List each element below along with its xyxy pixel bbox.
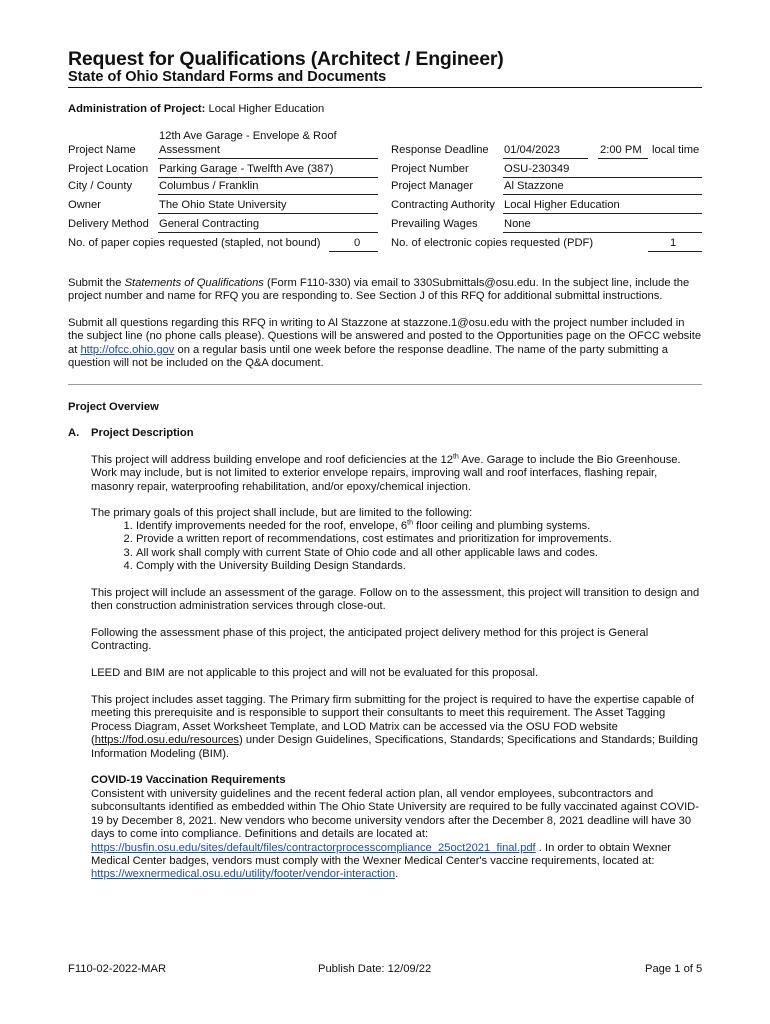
questions-paragraph — [68, 317, 702, 371]
project-manager-value: Al Stazzone — [504, 180, 564, 192]
section-divider — [68, 384, 702, 385]
goal-item: 3. All work shall comply with current State of Ohio code and all other applicable laws and codes. — [136, 547, 716, 560]
electronic-copies-label: No. of electronic copies requested (PDF) — [391, 237, 594, 249]
submission-text-b: (Form F110-330) via email to 330Submittals@osu.edu. In the subject line, include the project number and name for RFQ you are responding to. See Section J of this RFQ for additional submittal instructions. — [68, 277, 690, 303]
project-manager-label: Project Manager — [391, 180, 474, 192]
project-manager-underline — [503, 194, 702, 195]
project-number-label: Project Number — [391, 163, 469, 175]
project-location-label: Project Location — [68, 163, 149, 175]
wexner-vendor-link[interactable]: https://wexnermedical.osu.edu/utility/footer/vendor-interaction — [91, 868, 396, 881]
covid-paragraph — [91, 788, 702, 882]
prevailing-wages-value: None — [504, 218, 531, 230]
goal-1-text-a: Identify improvements needed for the roof, envelope, 6 — [136, 520, 408, 532]
goal-1-text-b: floor ceiling and plumbing systems. — [413, 520, 591, 532]
goal-1-superscript: th — [407, 519, 413, 527]
goal-item — [136, 520, 716, 533]
city-county-label: City / County — [68, 180, 133, 192]
project-name-label: Project Name — [68, 144, 136, 156]
project-description-paragraph — [91, 454, 702, 494]
assessment-paragraph: This project will include an assessment of the garage. Follow on to the assessment, this project will transition to design and then construction administration services through close-out. — [91, 587, 700, 613]
goals-list — [114, 520, 716, 574]
submission-text-a: Submit the — [68, 277, 125, 289]
project-name-value-line1: 12th Ave Garage - Envelope & Roof — [159, 130, 337, 142]
local-time-label: local time — [652, 144, 700, 156]
project-location-value: Parking Garage - Twelfth Ave (387) — [159, 163, 334, 175]
delivery-method-underline — [158, 232, 378, 233]
covid-text-c: . — [395, 868, 399, 881]
response-deadline-date: 01/04/2023 — [504, 144, 560, 156]
description-text-b: Ave. Garage to include the Bio Greenhouse. Work may include, but is not limited to exterior envelope repairs, improving wall and roof interfaces, flashing repair, masonry repair, waterproofing rehabilitation, and/or epoxy/chemical injection. — [91, 454, 681, 493]
description-superscript: th — [452, 453, 459, 461]
project-location-underline — [158, 177, 378, 178]
paper-copies-underline — [329, 251, 378, 252]
owner-value: The Ohio State University — [159, 199, 287, 211]
footer-publish-date: Publish Date: 12/09/22 — [318, 963, 432, 975]
footer-form-code: F110-02-2022-MAR — [68, 963, 167, 975]
covid-heading: COVID-19 Vaccination Requirements — [91, 774, 286, 786]
city-county-underline — [158, 194, 378, 195]
administration-label: Administration of Project: — [68, 103, 206, 115]
goal-item: 2. Provide a written report of recommendations, cost estimates and prioritization for improvements. — [136, 533, 716, 546]
response-deadline-time-underline — [598, 158, 648, 159]
description-text-a: This project will address building envelope and roof deficiencies at the 12 — [91, 454, 453, 466]
prevailing-wages-underline — [503, 232, 702, 233]
paper-copies-label: No. of paper copies requested (stapled, not bound) — [68, 237, 321, 249]
delivery-method-value: General Contracting — [159, 218, 260, 230]
delivery-paragraph: Following the assessment phase of this project, the anticipated project delivery method for this project is General Contracting. — [91, 627, 649, 653]
contracting-authority-value: Local Higher Education — [504, 199, 620, 211]
page-title: Request for Qualifications (Architect / Engineer) — [68, 48, 504, 70]
goals-intro: The primary goals of this project shall include, but are limited to the following: — [91, 507, 473, 519]
title-divider — [68, 87, 702, 88]
owner-label: Owner — [68, 199, 101, 211]
prevailing-wages-label: Prevailing Wages — [391, 218, 478, 230]
project-number-underline — [503, 177, 702, 178]
statements-of-qualifications-text: Statements of Qualifications — [124, 277, 264, 289]
leed-bim-paragraph: LEED and BIM are not applicable to this project and will not be evaluated for this proposal. — [91, 667, 539, 679]
covid-text-a: Consistent with university guidelines and the recent federal action plan, all vendor employees, subcontractors and subconsultants identified as embedded within The Ohio State University are required to be fully vaccinated against COVID-19 by December 8, 2021. New vendors who become university vendors after the December 8, 2021 deadline will have 30 days to come into compliance. Definitions and details are located at: — [91, 788, 699, 841]
project-overview-heading: Project Overview — [68, 401, 159, 413]
administration-line — [68, 103, 324, 115]
project-name-value-line2: Assessment — [159, 144, 220, 156]
administration-value: Local Higher Education — [208, 103, 325, 115]
questions-text-b: on a regular basis until one week before the response deadline. The name of the party submitting a question will not be included on the Q&A document. — [68, 343, 668, 370]
asset-tagging-paragraph — [91, 694, 702, 761]
page-subtitle: State of Ohio Standard Forms and Documents — [68, 69, 387, 85]
covid-text-b: . In order to obtain Wexner Medical Center badges, vendors must comply with the Wexner Medical Center's vaccine requirements, located at: — [91, 841, 672, 868]
asset-tagging-text-a: This project includes asset tagging. The Primary firm submitting for the project is required to have the expertise capable of meeting this prerequisite and is responsible to support their consultants to meet this requirement. The Asset Tagging Process Diagram, Asset Worksheet Template, and LOD Matrix can be accessed via the OSU FOD website ( — [91, 694, 694, 747]
footer-page-number: Page 1 of 5 — [645, 963, 703, 975]
response-deadline-label: Response Deadline — [391, 144, 489, 156]
fod-resources-link[interactable]: https://fod.osu.edu/resources — [94, 734, 240, 747]
contracting-authority-label: Contracting Authority — [391, 199, 495, 211]
delivery-method-label: Delivery Method — [68, 218, 149, 230]
project-number-value: OSU-230349 — [504, 163, 570, 175]
response-deadline-time: 2:00 PM — [600, 144, 642, 156]
city-county-value: Columbus / Franklin — [159, 180, 259, 192]
submission-paragraph — [68, 277, 702, 304]
asset-tagging-text-b: ) under Design Guidelines, Specifications, Standards; Specifications and Standards; Building Information Modeling (BIM). — [91, 734, 698, 760]
response-deadline-date-underline — [503, 158, 588, 159]
section-a-letter: A. — [68, 427, 80, 439]
goal-item: 4. Comply with the University Building Design Standards. — [136, 560, 716, 573]
contracting-authority-underline — [503, 213, 702, 214]
electronic-copies-value: 1 — [670, 237, 677, 249]
project-name-underline — [158, 158, 378, 159]
busfin-compliance-link[interactable]: https://busfin.osu.edu/sites/default/files/contractorprocesscompliance_25oct2021_final.pdf — [91, 841, 536, 854]
electronic-copies-underline — [648, 251, 702, 252]
questions-text-a: Submit all questions regarding this RFQ in writing to Al Stazzone at stazzone.1@osu.edu with the project number included in the subject line (no phone calls please). Questions will be answered and posted to the Opportunities page on the OFCC website at — [68, 317, 702, 356]
paper-copies-value: 0 — [354, 237, 361, 249]
project-description-heading: Project Description — [91, 427, 194, 439]
ofcc-website-link[interactable]: http://ofcc.ohio.gov — [80, 343, 175, 356]
owner-underline — [158, 213, 378, 214]
